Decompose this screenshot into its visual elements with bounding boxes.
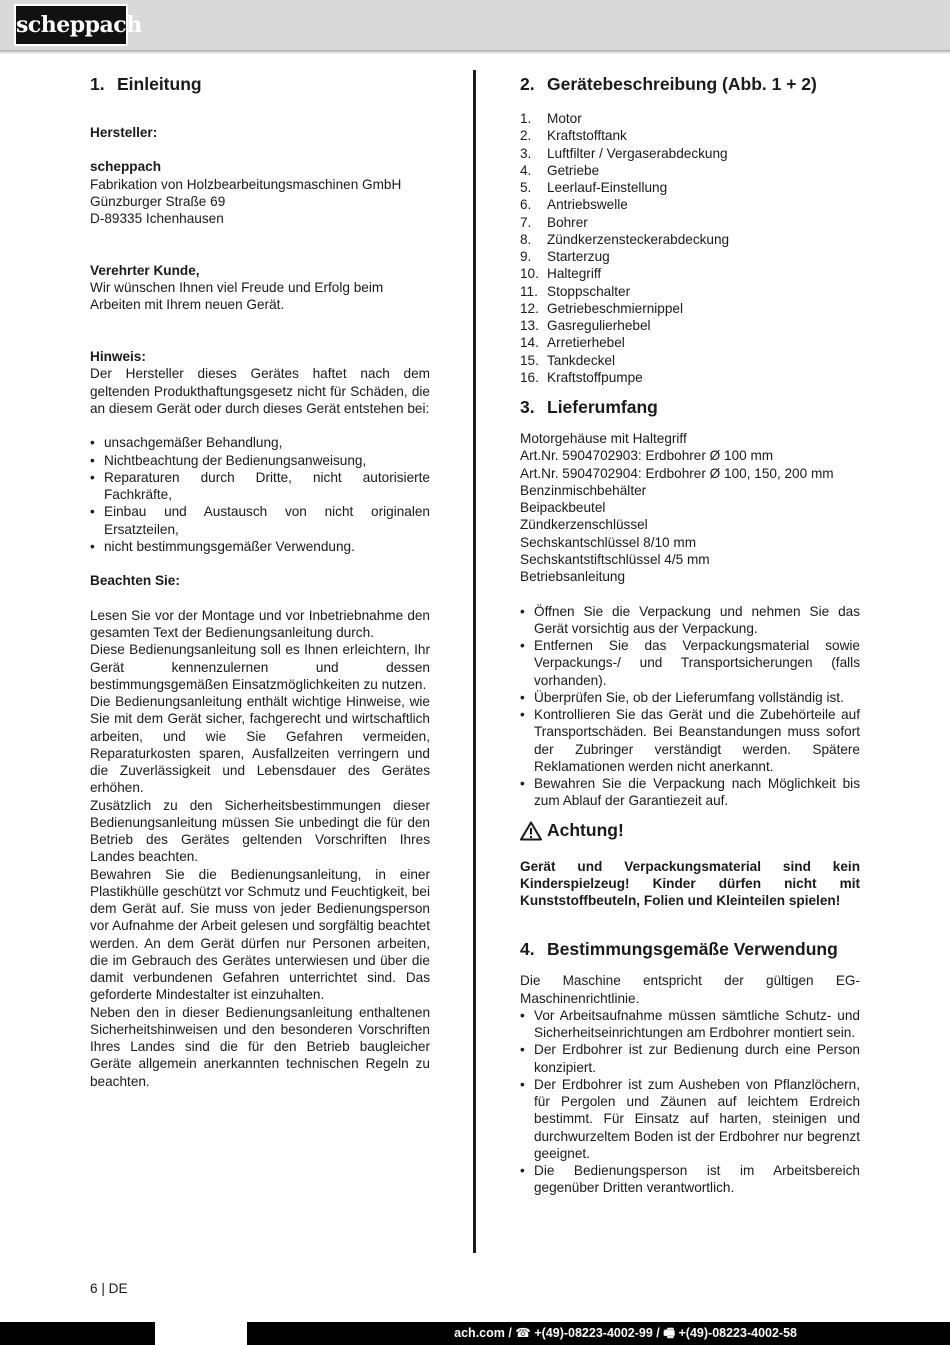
list-item: • Überprüfen Sie, ob der Lieferumfang vollständig ist. — [520, 689, 844, 705]
left-column — [90, 72, 430, 1090]
list-item: 6. Antriebswelle — [520, 197, 628, 213]
list-item: 1. Motor — [520, 111, 582, 126]
list-item: • Bewahren Sie die Verpackung nach Möglichkeit bis zum Ablauf der Garantiezeit auf. — [520, 776, 860, 809]
list-item: 3. Luftfilter / Vergaserabdeckung — [520, 145, 728, 161]
beachten-paragraph: Lesen Sie vor der Montage und vor Inbetriebnahme den gesamten Text der Bedienungsanleitung durch. — [90, 607, 430, 640]
list-item: 4. Getriebe — [520, 162, 600, 178]
company-name: scheppach — [90, 159, 162, 175]
delivery-item: Art.Nr. 5904702903: Erdbohrer Ø 100 mm — [520, 448, 774, 464]
address-line: D-89335 Ichenhausen — [90, 211, 224, 226]
list-item: 14. Arretierhebel — [520, 335, 625, 351]
list-item: 15. Tankdeckel — [520, 352, 616, 368]
usage-list — [520, 1007, 860, 1197]
warning-text: Gerät und Verpackungsmaterial sind kein Kinderspielzeug! Kinder dürfen nicht mit Kunststoffbeuteln, Folien und Kleinteilen spielen! — [520, 858, 860, 908]
list-item: • Einbau und Austausch von nicht originalen Ersatzteilen, — [90, 504, 430, 537]
section-heading-lieferumfang: 3. Lieferumfang — [520, 397, 658, 417]
delivery-item: Art.Nr. 5904702904: Erdbohrer Ø 100, 150, 200 mm — [520, 465, 834, 481]
list-item: • Die Bedienungsperson ist im Arbeitsbereich gegenüber Dritten verantwortlich. — [520, 1163, 860, 1196]
usage-intro: Die Maschine entspricht der gültigen EG-Maschinenrichtlinie. — [520, 973, 860, 1006]
unpack-list — [520, 603, 860, 810]
delivery-item: Beipackbeutel — [520, 500, 606, 515]
delivery-item: Betriebsanleitung — [520, 569, 626, 584]
list-item: • Öffnen Sie die Verpackung und nehmen Sie das Gerät vorsichtig aus der Verpackung. — [520, 603, 860, 636]
list-item: • Vor Arbeitsaufnahme müssen sämtliche Schutz- und Sicherheitseinrichtungen am Erdbohrer montiert sein. — [520, 1007, 860, 1040]
footer-contact: ach.com / ☎ +(49)-08223-4002-99 / 🖷 +(49)-08223-4002-58 — [454, 1326, 797, 1340]
list-item: 16. Kraftstoffpumpe — [520, 369, 643, 385]
delivery-item: Sechskantstiftschlüssel 4/5 mm — [520, 551, 710, 567]
parts-list — [520, 110, 860, 386]
page-header — [0, 0, 950, 50]
section-heading-verwendung: 4. Bestimmungsgemäße Verwendung — [520, 939, 838, 960]
list-item: • Der Erdbohrer ist zum Ausheben von Pflanzlöchern, für Pergolen und Zäunen auf leichtem Erdreich bestimmt. Für Einsatz auf harten, steinigen und durchwurzeltem Boden ist der Erdbohrer nur begrenzt geeignet. — [520, 1076, 860, 1161]
beachten-paragraph: Zusätzlich zu den Sicherheitsbestimmungen dieser Bedienungsanleitung müssen Sie unbedingt die für den Betrieb des Gerätes geltenden Vorschriften Ihres Landes beachten. — [90, 797, 430, 865]
beachten-paragraph: Die Bedienungsanleitung enthält wichtige Hinweise, wie Sie mit dem Gerät sicher, fachgerecht und wirtschaftlich arbeiten, und wie Sie Gefahren vermeiden, Reparaturkosten sparen, Ausfallzeiten verringern und die Zuverlässigkeit und Lebensdauer des Gerätes erhöhen. — [90, 694, 430, 796]
list-item: • Entfernen Sie das Verpackungsmaterial sowie Verpackungs-/ und Transportsicherungen (falls vorhanden). — [520, 638, 860, 688]
column-divider — [473, 70, 476, 1253]
delivery-item: Benzinmischbehälter — [520, 482, 647, 498]
footer-white-block — [155, 1322, 247, 1345]
list-item: • unsachgemäßer Behandlung, — [90, 435, 283, 451]
list-item: 10. Haltegriff — [520, 266, 602, 282]
address-line: Fabrikation von Holzbearbeitungsmaschinen GmbH — [90, 176, 402, 192]
delivery-item: Motorgehäuse mit Haltegriff — [520, 431, 687, 446]
warning-title: Achtung! — [547, 819, 624, 840]
list-item: • Nichtbeachtung der Bedienungsanweisung, — [90, 452, 367, 468]
list-item: 13. Gasregulierhebel — [520, 318, 651, 333]
list-item: 9. Starterzug — [520, 249, 610, 264]
hinweis-text: Der Hersteller dieses Gerätes haftet nach dem geltenden Produkthaftungsgesetz nicht für Schäden, die an diesem Gerät oder durch dieses Gerät entstehen bei: — [90, 366, 430, 416]
delivery-item: Sechskantschlüssel 8/10 mm — [520, 534, 697, 550]
hersteller-label: Hersteller: — [90, 125, 158, 140]
list-item: 8. Zündkerzensteckerabdeckung — [520, 231, 730, 247]
list-item: • Reparaturen durch Dritte, nicht autorisierte Fachkräfte, — [90, 469, 430, 502]
beachten-label: Beachten Sie: — [90, 573, 180, 589]
section-heading-geraetebeschreibung: 2. Gerätebeschreibung (Abb. 1 + 2) — [520, 74, 817, 94]
list-item: 5. Leerlauf-Einstellung — [520, 180, 668, 195]
warning-triangle-icon — [520, 821, 542, 841]
greeting-line: Arbeiten mit Ihrem neuen Gerät. — [90, 297, 285, 313]
list-item: • nicht bestimmungsgemäßer Verwendung. — [90, 538, 355, 554]
greeting-label: Verehrter Kunde, — [90, 262, 200, 278]
list-item: 12. Getriebeschmiernippel — [520, 300, 684, 316]
greeting-line: Wir wünschen Ihnen viel Freude und Erfolg beim — [90, 280, 384, 295]
beachten-paragraph: Diese Bedienungsanleitung soll es Ihnen erleichtern, Ihr Gerät kennenzulernen und dessen bestimmungsgemäßen Einsatzmöglichkeiten zu nutzen. — [90, 642, 430, 692]
header-shadow — [0, 50, 950, 54]
list-item: • Der Erdbohrer ist zur Bedienung durch eine Person konzipiert. — [520, 1042, 860, 1075]
section-heading-einleitung: 1. Einleitung — [90, 74, 202, 94]
list-item: • Kontrollieren Sie das Gerät und die Zubehörteile auf Transportschäden. Bei Beanstandungen muss sofort der Zubringer verständigt werden. Spätere Reklamationen werden nicht anerkannt. — [520, 707, 860, 774]
liability-list — [90, 434, 430, 555]
list-item: 2. Kraftstofftank — [520, 128, 627, 144]
beachten-paragraph: Neben den in dieser Bedienungsanleitung enthaltenen Sicherheitshinweisen und den besonderen Vorschriften Ihres Landes sind die für den Betrieb baugleicher Geräte allgemein anerkannten technischen Regeln zu beachten. — [90, 1004, 430, 1089]
scheppach-logo: scheppach — [14, 4, 128, 46]
beachten-paragraph: Bewahren Sie die Bedienungsanleitung, in einer Plastikhülle geschützt vor Schmutz und Feuchtigkeit, bei dem Gerät auf. Sie muss von jeder Bedienungsperson vor Aufnahme der Arbeit gelesen und sorgfältig beachtet werden. An dem Gerät dürfen nur Personen arbeiten, die im Gebrauch des Gerätes unterwiesen und über die damit verbundenen Gefahren unterrichtet sind. Das geforderte Mindestalter ist einzuhalten. — [90, 866, 430, 1003]
right-column — [520, 72, 860, 1197]
delivery-item: Zündkerzenschlüssel — [520, 517, 648, 533]
hinweis-label: Hinweis: — [90, 349, 146, 364]
list-item: 11. Stoppschalter — [520, 283, 631, 299]
page-number: 6 | DE — [90, 1281, 128, 1296]
list-item: 7. Bohrer — [520, 214, 588, 230]
address-line: Günzburger Straße 69 — [90, 193, 226, 209]
warning-heading — [520, 821, 860, 841]
